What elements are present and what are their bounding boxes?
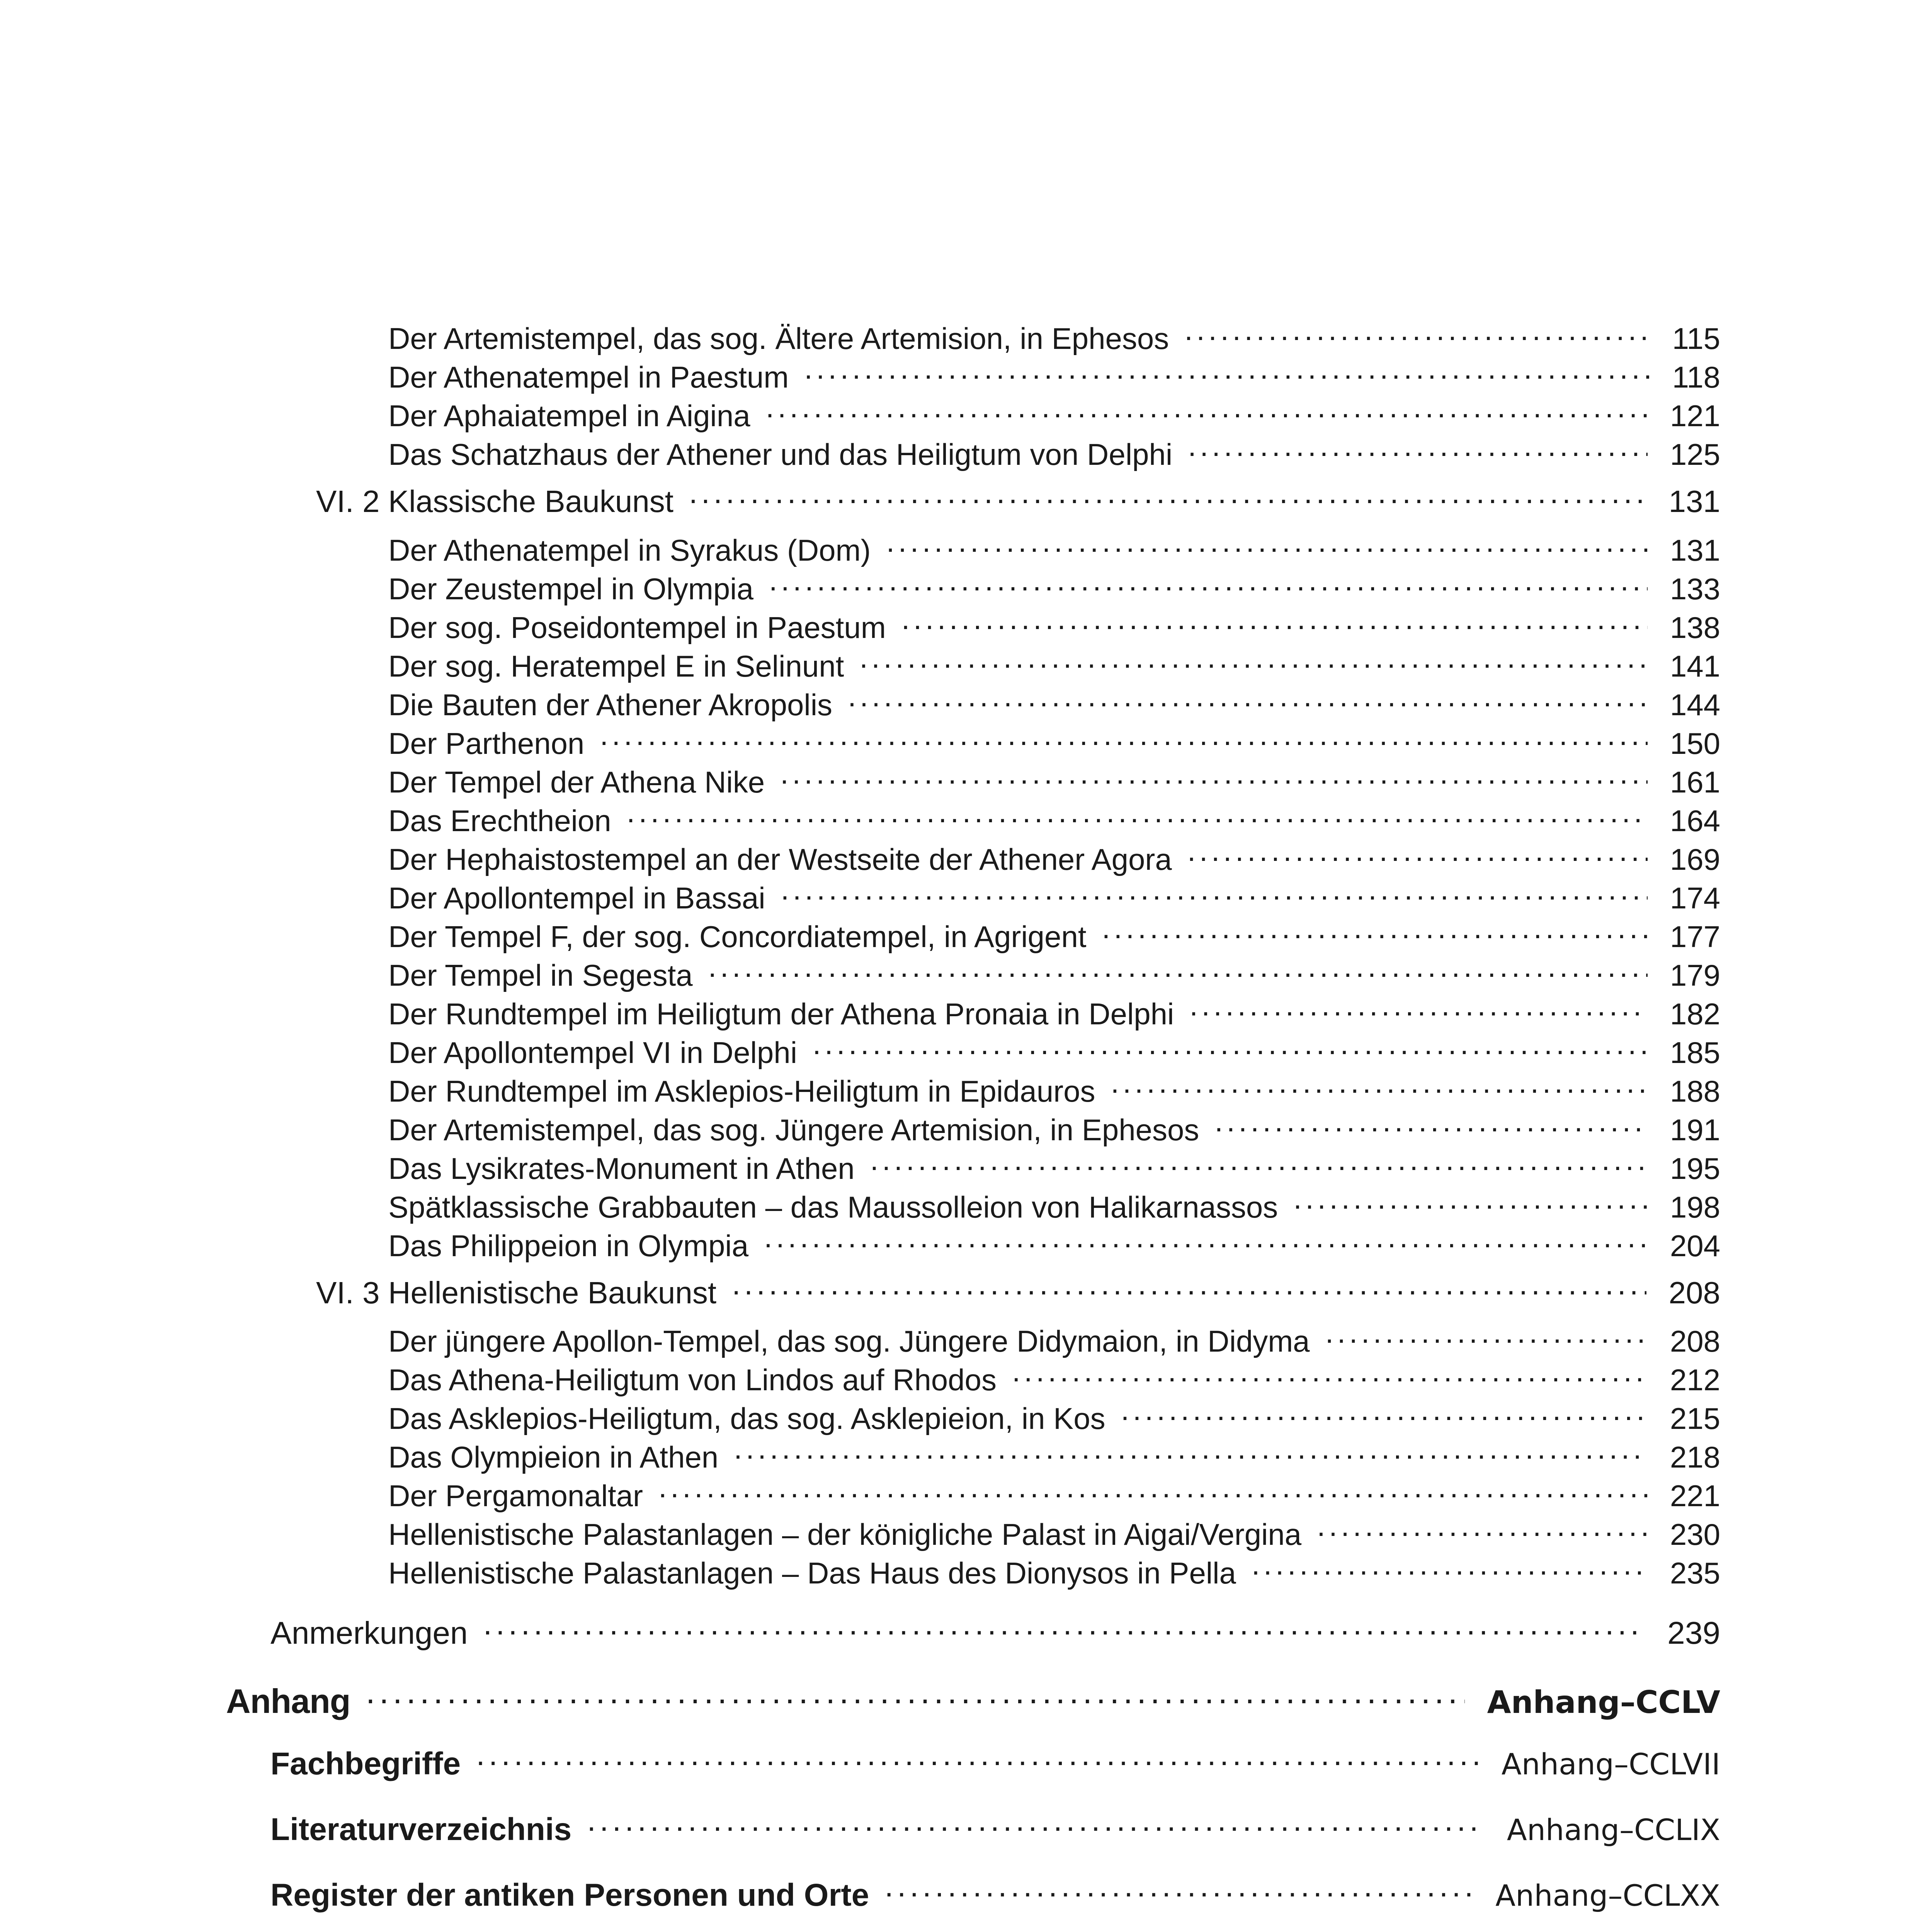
toc-entry-page: 177 [1670,920,1720,954]
toc-entry-page: Anhang–CCLV [1487,1684,1720,1720]
toc-entry-title: Spätklassische Grabbauten – das Maussolleion von Halikarnassos [388,1190,1278,1224]
toc-entry[interactable] [388,917,1720,954]
dot-leader [1252,1553,1648,1583]
toc-entry-page: 161 [1670,765,1720,799]
toc-entry[interactable] [388,762,1720,800]
dot-leader [1317,1515,1648,1545]
toc-entry-title: Der Athenatempel in Syrakus (Dom) [388,533,871,567]
dot-leader [708,956,1648,986]
dot-leader [886,531,1648,561]
toc-entry-title: Anmerkungen [270,1616,468,1651]
toc-entry-title: Der Tempel der Athena Nike [388,765,765,799]
toc-entry-page: 150 [1670,726,1720,760]
dot-leader [764,1226,1648,1256]
toc-entry-page: 188 [1670,1074,1720,1108]
toc-entry[interactable] [388,1360,1720,1398]
dot-leader [870,1149,1648,1179]
toc-entry-title: Der Hephaistostempel an der Westseite der Athener Agora [388,842,1172,876]
toc-entry[interactable] [388,956,1720,993]
toc-entry-page: 138 [1670,611,1720,645]
toc-entry-page: 185 [1670,1036,1720,1070]
toc-part-entry[interactable] [226,1679,1720,1721]
toc-entry-page: Anhang–CCLXX [1495,1878,1720,1913]
toc-entry[interactable] [388,608,1720,645]
toc-entry-page: 179 [1670,958,1720,992]
toc-entry-title: Das Philippeion in Olympia [388,1229,749,1263]
toc-entry-page: 169 [1670,842,1720,876]
toc-entry[interactable] [388,646,1720,684]
toc-entry-page: 133 [1670,572,1720,606]
toc-entry[interactable] [388,1187,1720,1225]
dot-leader [1187,840,1648,870]
toc-entry-title: Der sog. Heratempel E in Selinunt [388,649,844,683]
toc-entry-page: 204 [1670,1229,1720,1263]
dot-leader [769,569,1648,599]
toc-appendix-entry[interactable] [270,1808,1720,1848]
dot-leader [732,1272,1646,1303]
toc-entry-title: Das Lysikrates-Monument in Athen [388,1151,855,1185]
toc-entry-title: Der Pergamonaltar [388,1479,643,1513]
toc-entry[interactable] [388,531,1720,568]
toc-entry-page: 121 [1670,399,1720,433]
toc-entry-title: Der sog. Poseidontempel in Paestum [388,611,886,645]
toc-entry-page: 131 [1670,533,1720,567]
toc-entry-page: 125 [1670,437,1720,471]
toc-entry-page: 115 [1672,321,1720,355]
toc-entry-title: Register der antiken Personen und Orte [270,1878,869,1913]
dot-leader [804,357,1650,388]
toc-entry-title: Fachbegriffe [270,1746,461,1781]
toc-entry-page: 182 [1670,997,1720,1031]
toc-entry-page: 118 [1672,360,1720,394]
toc-entry-title: Der Artemistempel, das sog. Ältere Artemision, in Ephesos [388,321,1169,355]
toc-entry[interactable] [388,1033,1720,1070]
toc-entry-page: 195 [1670,1151,1720,1185]
toc-entry-title: Das Schatzhaus der Athener und das Heiligtum von Delphi [388,437,1173,471]
toc-entry-page: 235 [1670,1556,1720,1590]
toc-entry-title: VI. 2 Klassische Baukunst [316,484,673,519]
toc-entry-title: Der Athenatempel in Paestum [388,360,789,394]
toc-entry[interactable] [388,1321,1720,1359]
toc-entry[interactable] [388,396,1720,434]
dot-leader [813,1033,1648,1063]
dot-leader [1111,1071,1647,1102]
dot-leader [1102,917,1648,947]
toc-entry-title: Der Apollontempel in Bassai [388,881,765,915]
toc-entry-title: Der Rundtempel im Heiligtum der Athena Pronaia in Delphi [388,997,1174,1031]
toc-entry[interactable] [388,569,1720,607]
dot-leader [366,1679,1465,1713]
toc-chapter-entry[interactable] [270,1612,1720,1651]
toc-entry[interactable] [388,1437,1720,1475]
toc-entry-page: 131 [1668,484,1720,519]
dot-leader [587,1808,1484,1840]
toc-entry[interactable] [388,724,1720,761]
toc-entry-title: Hellenistische Palastanlagen – der königliche Palast in Aigai/Vergina [388,1517,1302,1551]
toc-entry[interactable] [388,1399,1720,1436]
toc-entry[interactable] [388,1476,1720,1514]
toc-entry-title: Der Tempel F, der sog. Concordiatempel, in Agrigent [388,920,1087,954]
dot-leader [483,1612,1645,1644]
toc-entry-title: Der Aphaiatempel in Aigina [388,399,750,433]
toc-entry-page: 215 [1670,1401,1720,1435]
toc-entry-title: Das Asklepios-Heiligtum, das sog. Asklepieion, in Kos [388,1401,1105,1435]
toc-entry[interactable] [388,685,1720,723]
dot-leader [1189,994,1647,1024]
dot-leader [848,685,1648,715]
toc-entry-title: Das Erechtheion [388,804,611,838]
toc-entry-page: 141 [1670,649,1720,683]
dot-leader [734,1437,1648,1468]
toc-entry[interactable] [388,840,1720,877]
toc-entry-page: 164 [1670,804,1720,838]
dot-leader [600,724,1648,754]
dot-leader [658,1476,1648,1506]
toc-entry-title: Das Olympieion in Athen [388,1440,719,1474]
toc-appendix-entry[interactable] [270,1874,1720,1913]
toc-entry-title: Hellenistische Palastanlagen – Das Haus des Dionysos in Pella [388,1556,1236,1590]
toc-entry-title: Der Parthenon [388,726,585,760]
toc-entry[interactable] [388,1553,1720,1591]
toc-appendix-entry[interactable] [270,1743,1720,1782]
toc-entry[interactable] [388,801,1720,838]
toc-entry-title: Die Bauten der Athener Akropolis [388,688,833,722]
toc-entry-title: Literaturverzeichnis [270,1812,572,1847]
toc-entry-page: 221 [1670,1479,1720,1513]
toc-entry[interactable] [388,319,1720,356]
toc-entry-page: 198 [1670,1190,1720,1224]
dot-leader [901,608,1648,638]
toc-entry[interactable] [388,1110,1720,1148]
dot-leader [689,481,1646,512]
dot-leader [884,1874,1473,1906]
dot-leader [766,396,1648,426]
dot-leader [627,801,1648,831]
toc-entry-page: 230 [1670,1517,1720,1551]
toc-entry-title: Der Artemistempel, das sog. Jüngere Artemision, in Ephesos [388,1113,1199,1147]
toc-entry-page: 208 [1668,1276,1720,1310]
dot-leader [1188,435,1648,465]
toc-entry-page: 239 [1667,1616,1720,1651]
toc-entry-title: Der Zeustempel in Olympia [388,572,753,606]
toc-entry-page: 212 [1670,1363,1720,1397]
toc-entry-page: 174 [1670,881,1720,915]
toc-entry[interactable] [388,878,1720,916]
dot-leader [780,762,1648,793]
toc-entry-page: 208 [1670,1324,1720,1358]
dot-leader [1214,1110,1648,1140]
toc-entry[interactable] [388,357,1720,395]
toc-entry-title: VI. 3 Hellenistische Baukunst [316,1276,717,1310]
toc-entry-page: 218 [1670,1440,1720,1474]
toc-entry-title: Das Athena-Heiligtum von Lindos auf Rhodos [388,1363,997,1397]
toc-entry[interactable] [388,1149,1720,1186]
dot-leader [1012,1360,1648,1390]
dot-leader [859,646,1648,677]
dot-leader [1184,319,1650,349]
toc-entry-page: Anhang–CCLVII [1501,1747,1720,1781]
toc-section-entry[interactable] [316,1272,1720,1311]
dot-leader [1121,1399,1648,1429]
dot-leader [476,1743,1479,1774]
toc-entry-page: Anhang–CCLIX [1507,1813,1720,1847]
toc-entry[interactable] [388,435,1720,472]
toc-entry-title: Anhang [226,1682,350,1720]
toc-entry[interactable] [388,1515,1720,1552]
toc-entry-page: 191 [1670,1113,1720,1147]
toc-entry[interactable] [388,1071,1720,1109]
dot-leader [781,878,1648,908]
toc-entry[interactable] [388,1226,1720,1264]
dot-leader [1293,1187,1648,1218]
dot-leader [1325,1321,1648,1352]
toc-entry-page: 144 [1670,688,1720,722]
toc-section-entry[interactable] [316,481,1720,519]
toc-entry-title: Der Apollontempel VI in Delphi [388,1036,797,1070]
toc-entry[interactable] [388,994,1720,1032]
toc-entry-title: Der Tempel in Segesta [388,958,693,992]
toc-entry-title: Der jüngere Apollon-Tempel, das sog. Jüngere Didymaion, in Didyma [388,1324,1310,1358]
toc-entry-title: Der Rundtempel im Asklepios-Heiligtum in Epidauros [388,1074,1095,1108]
